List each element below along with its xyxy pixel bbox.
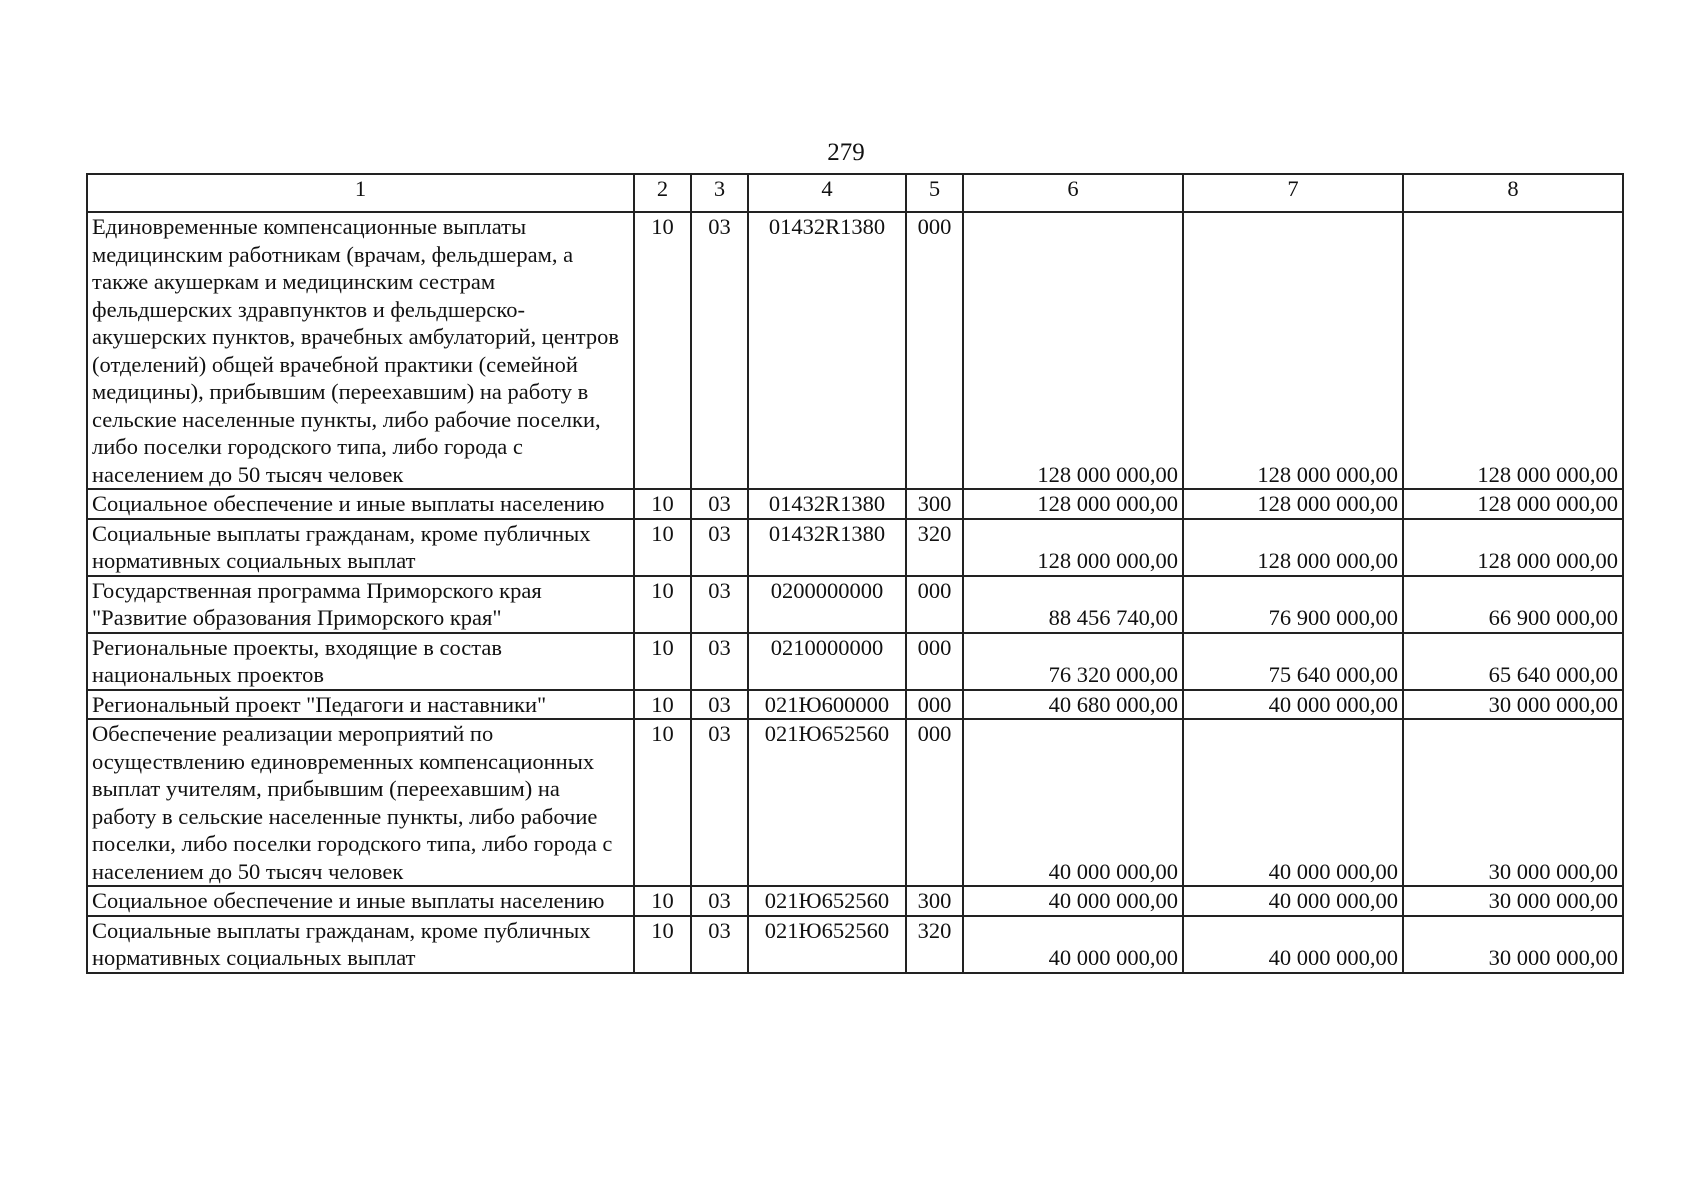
row-name: Социальные выплаты гражданам, кроме публичных нормативных социальных выплат (87, 519, 634, 576)
amount-col7: 40 000 000,00 (1183, 719, 1403, 886)
amount-col6: 128 000 000,00 (963, 489, 1183, 519)
table-row (87, 633, 1623, 690)
expense-type-code: 320 (906, 916, 963, 973)
amount-col6: 40 680 000,00 (963, 690, 1183, 720)
section-code: 10 (634, 633, 691, 690)
section-code: 10 (634, 719, 691, 886)
subsection-code: 03 (691, 212, 748, 489)
expense-type-code: 000 (906, 212, 963, 489)
section-code: 10 (634, 690, 691, 720)
page-number: 279 (827, 139, 865, 166)
target-article-code: 021Ю652560 (748, 719, 906, 886)
target-article-code: 021Ю600000 (748, 690, 906, 720)
expense-type-code: 000 (906, 719, 963, 886)
row-name: Государственная программа Приморского края "Развитие образования Приморского края" (87, 576, 634, 633)
section-code: 10 (634, 916, 691, 973)
amount-col8: 30 000 000,00 (1403, 916, 1623, 973)
subsection-code: 03 (691, 719, 748, 886)
expense-type-code: 320 (906, 519, 963, 576)
table-row (87, 690, 1623, 720)
amount-col8: 128 000 000,00 (1403, 212, 1623, 489)
amount-col8: 128 000 000,00 (1403, 489, 1623, 519)
column-header: 8 (1403, 174, 1623, 212)
target-article-code: 01432R1380 (748, 519, 906, 576)
subsection-code: 03 (691, 886, 748, 916)
amount-col6: 76 320 000,00 (963, 633, 1183, 690)
amount-col8: 65 640 000,00 (1403, 633, 1623, 690)
amount-col6: 40 000 000,00 (963, 719, 1183, 886)
header-row (87, 174, 1623, 212)
amount-col8: 128 000 000,00 (1403, 519, 1623, 576)
table-body (87, 212, 1623, 973)
subsection-code: 03 (691, 519, 748, 576)
row-name: Региональный проект "Педагоги и наставники" (87, 690, 634, 720)
amount-col8: 66 900 000,00 (1403, 576, 1623, 633)
amount-col6: 128 000 000,00 (963, 212, 1183, 489)
column-header: 7 (1183, 174, 1403, 212)
section-code: 10 (634, 576, 691, 633)
section-code: 10 (634, 886, 691, 916)
target-article-code: 0200000000 (748, 576, 906, 633)
amount-col7: 128 000 000,00 (1183, 519, 1403, 576)
table-row (87, 519, 1623, 576)
target-article-code: 0210000000 (748, 633, 906, 690)
column-header: 4 (748, 174, 906, 212)
target-article-code: 01432R1380 (748, 212, 906, 489)
subsection-code: 03 (691, 916, 748, 973)
amount-col7: 40 000 000,00 (1183, 690, 1403, 720)
expense-type-code: 000 (906, 576, 963, 633)
column-header: 6 (963, 174, 1183, 212)
row-name: Региональные проекты, входящие в состав национальных проектов (87, 633, 634, 690)
section-code: 10 (634, 519, 691, 576)
expense-type-code: 300 (906, 886, 963, 916)
table-row (87, 576, 1623, 633)
subsection-code: 03 (691, 633, 748, 690)
amount-col6: 40 000 000,00 (963, 916, 1183, 973)
table-row (87, 212, 1623, 489)
target-article-code: 021Ю652560 (748, 886, 906, 916)
amount-col6: 128 000 000,00 (963, 519, 1183, 576)
budget-table (86, 173, 1624, 974)
amount-col6: 40 000 000,00 (963, 886, 1183, 916)
amount-col7: 40 000 000,00 (1183, 916, 1403, 973)
row-name: Единовременные компенсационные выплаты медицинским работникам (врачам, фельдшерам, а также акушеркам и медицинским сестрам фельдшерских здравпунктов и фельдшерско-акушерских пунктов, врачебных амбулаторий, центров (отделений) общей врачебной практики (семейной медицины), прибывшим (переехавшим) на работу в сельские населенные пункты, либо рабочие поселки, либо поселки городского типа, либо города с населением до 50 тысяч человек (87, 212, 634, 489)
column-header: 5 (906, 174, 963, 212)
amount-col7: 76 900 000,00 (1183, 576, 1403, 633)
row-name: Социальное обеспечение и иные выплаты населению (87, 489, 634, 519)
subsection-code: 03 (691, 489, 748, 519)
subsection-code: 03 (691, 576, 748, 633)
section-code: 10 (634, 212, 691, 489)
table-row (87, 916, 1623, 973)
column-header: 3 (691, 174, 748, 212)
expense-type-code: 000 (906, 690, 963, 720)
table-row (87, 886, 1623, 916)
amount-col8: 30 000 000,00 (1403, 690, 1623, 720)
expense-type-code: 000 (906, 633, 963, 690)
amount-col7: 40 000 000,00 (1183, 886, 1403, 916)
table-header (87, 174, 1623, 212)
column-header: 1 (87, 174, 634, 212)
row-name: Обеспечение реализации мероприятий по осуществлению единовременных компенсационных выплат учителям, прибывшим (переехавшим) на работу в сельские населенные пункты, либо рабочие поселки, либо поселки городского типа, либо города с населением до 50 тысяч человек (87, 719, 634, 886)
row-name: Социальное обеспечение и иные выплаты населению (87, 886, 634, 916)
subsection-code: 03 (691, 690, 748, 720)
target-article-code: 021Ю652560 (748, 916, 906, 973)
amount-col7: 128 000 000,00 (1183, 212, 1403, 489)
amount-col6: 88 456 740,00 (963, 576, 1183, 633)
amount-col7: 75 640 000,00 (1183, 633, 1403, 690)
amount-col8: 30 000 000,00 (1403, 886, 1623, 916)
expense-type-code: 300 (906, 489, 963, 519)
table-row (87, 719, 1623, 886)
section-code: 10 (634, 489, 691, 519)
column-header: 2 (634, 174, 691, 212)
table-row (87, 489, 1623, 519)
amount-col7: 128 000 000,00 (1183, 489, 1403, 519)
target-article-code: 01432R1380 (748, 489, 906, 519)
row-name: Социальные выплаты гражданам, кроме публичных нормативных социальных выплат (87, 916, 634, 973)
amount-col8: 30 000 000,00 (1403, 719, 1623, 886)
